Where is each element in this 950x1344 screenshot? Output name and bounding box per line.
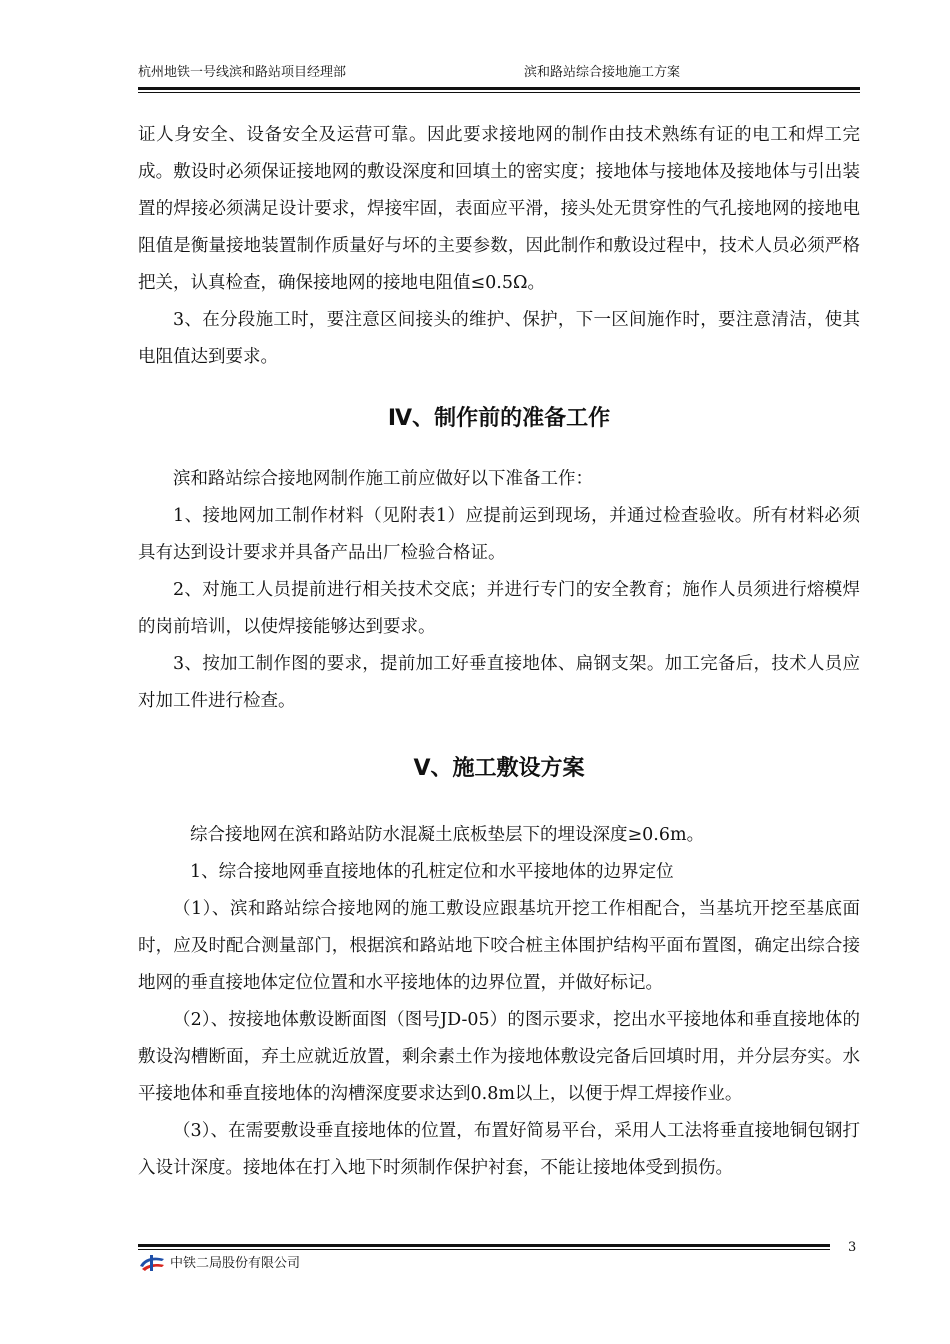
paragraph-preparation-1: 1、接地网加工制作材料（见附表1）应提前运到现场，并通过检查验收。所有材料必须具有达到设计要求并具备产品出厂检验合格证。 [138, 506, 860, 563]
paragraph-step-3: （3）、在需要敷设垂直接地体的位置，布置好简易平台，采用人工法将垂直接地铜包钢打入设计深度。接地体在打入地下时须制作保护衬套，不能让接地体受到损伤。 [138, 1121, 860, 1178]
page-header [138, 62, 860, 84]
paragraph-step-1: （1）、滨和路站综合接地网的施工敷设应跟基坑开挖工作相配合，当基坑开挖至基底面时，应及时配合测量部门，根据滨和路站地下咬合桩主体围护结构平面布置图，确定出综合接地网的垂直接地体定位位置和水平接地体的边界位置，并做好标记。 [138, 899, 860, 993]
page-number: 3 [848, 1240, 857, 1255]
paragraph-segment-construction: 3、在分段施工时，要注意区间接头的维护、保护，下一区间施作时，要注意清洁，使其电阻值达到要求。 [138, 310, 860, 367]
footer-divider-thin [138, 1249, 830, 1250]
crec-logo-icon [138, 1252, 166, 1274]
paragraph-grounding-safety: 证人身安全、设备安全及运营可靠。因此要求接地网的制作由技术熟练有证的电工和焊工完成。敷设时必须保证接地网的敷设深度和回填土的密实度；接地体与接地体及接地体与引出装置的焊接必须满足设计要求，焊接牢固，表面应平滑，接头处无贯穿性的气孔接地网的接地电阻值是衡量接地装置制作质量好与坏的主要参数，因此制作和敷设过程中，技术人员必须严格把关，认真检查，确保接地网的接地电阻值≤0.5Ω。 [138, 125, 860, 293]
header-divider-thin [138, 92, 860, 93]
paragraph-preparation-intro: 滨和路站综合接地网制作施工前应做好以下准备工作： [173, 469, 593, 489]
header-document-title: 滨和路站综合接地施工方案 [524, 65, 681, 80]
section-heading-preparation: Ⅳ、制作前的准备工作 [387, 406, 611, 431]
footer-company-name: 中铁二局股份有限公司 [170, 1256, 301, 1271]
header-divider [138, 87, 860, 90]
paragraph-preparation-3: 3、按加工制作图的要求，提前加工好垂直接地体、扁钢支架。加工完备后，技术人员应对加工件进行检查。 [138, 654, 860, 711]
document-body [138, 117, 860, 1187]
header-project-name: 杭州地铁一号线滨和路站项目经理部 [138, 65, 347, 80]
paragraph-positioning-heading: 1、综合接地网垂直接地体的孔桩定位和水平接地体的边界定位 [190, 862, 674, 882]
paragraph-preparation-2: 2、对施工人员提前进行相关技术交底；并进行专门的安全教育；施作人员须进行熔模焊的岗前培训，以使焊接能够达到要求。 [138, 580, 860, 637]
section-heading-construction-plan: Ⅴ、施工敷设方案 [413, 756, 585, 781]
footer-divider [138, 1244, 830, 1247]
paragraph-burial-depth: 综合接地网在滨和路站防水混凝土底板垫层下的埋设深度≥0.6m。 [190, 825, 705, 845]
paragraph-step-2: （2）、按接地体敷设断面图（图号JD-05）的图示要求，挖出水平接地体和垂直接地体的敷设沟槽断面，弃土应就近放置，剩余素土作为接地体敷设完备后回填时用，并分层夯实。水平接地体和垂直接地体的沟槽深度要求达到0.8m以上，以便于焊工焊接作业。 [138, 1010, 860, 1104]
